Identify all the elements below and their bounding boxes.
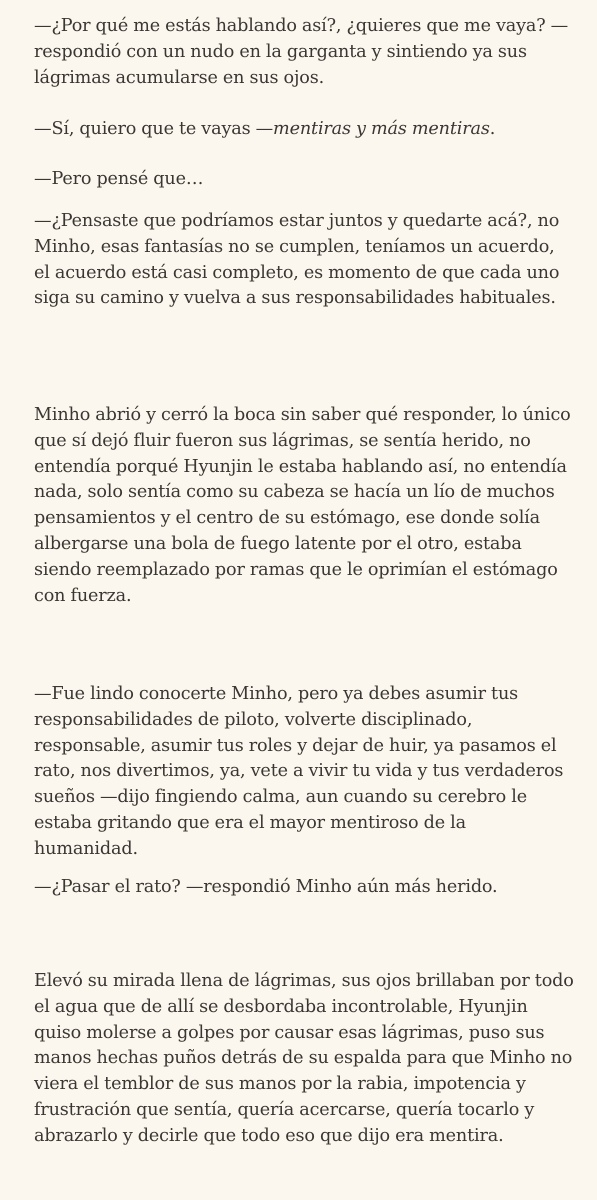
paragraph-2-end: . xyxy=(489,119,496,139)
paragraph-3: —Pero pensé que… xyxy=(34,169,204,189)
paragraph-7: —¿Pasar el rato? —respondió Minho aún más herido. xyxy=(34,877,498,897)
paragraph-2-dialogue: —Sí, quiero que te vayas — xyxy=(34,119,274,139)
paragraph-2 xyxy=(34,117,574,143)
paragraph-4: —¿Pensaste que podríamos estar juntos y quedarte acá?, no Minho, esas fantasías no se cumplen, teníamos un acuerdo, el acuerdo está casi completo, es momento de que cada uno siga su camino y vuelva a sus responsabilidades habituales. xyxy=(34,211,560,309)
paragraph-8: Elevó su mirada llena de lágrimas, sus ojos brillaban por todo el agua que de allí se desbordaba incontrolable, Hyunjin quiso molerse a golpes por causar esas lágrimas, puso sus manos hechas puños detrás de su espalda para que Minho no viera el temblor de sus manos por la rabia, impotencia y frustración que sentía, quería acercarse, quería tocarlo y abrazarlo y decirle que todo eso que dijo era mentira. xyxy=(34,971,574,1146)
paragraph-5: Minho abrió y cerró la boca sin saber qué responder, lo único que sí dejó fluir fueron sus lágrimas, se sentía herido, no entendía porqué Hyunjin le estaba hablando así, no entendía nada, solo sentía como su cabeza se hacía un lío de muchos pensamientos y el centro de su estómago, ese donde solía albergarse una bola de fuego latente por el otro, estaba siendo reemplazado por ramas que le oprimían el estómago con fuerza. xyxy=(34,405,571,606)
paragraph-2-italic: mentiras y más mentiras xyxy=(273,119,490,139)
paragraph-6: —Fue lindo conocerte Minho, pero ya debes asumir tus responsabilidades de piloto, volverte disciplinado, responsable, asumir tus roles y dejar de huir, ya pasamos el rato, nos divertimos, ya, vete a vivir tu vida y tus verdaderos sueños —dijo fingiendo calma, aun cuando su cerebro le estaba gritando que era el mayor mentiroso de la humanidad. xyxy=(34,684,564,859)
paragraph-1: —¿Por qué me estás hablando así?, ¿quieres que me vaya? —respondió con un nudo en la garganta y sintiendo ya sus lágrimas acumularse en sus ojos. xyxy=(34,16,569,88)
